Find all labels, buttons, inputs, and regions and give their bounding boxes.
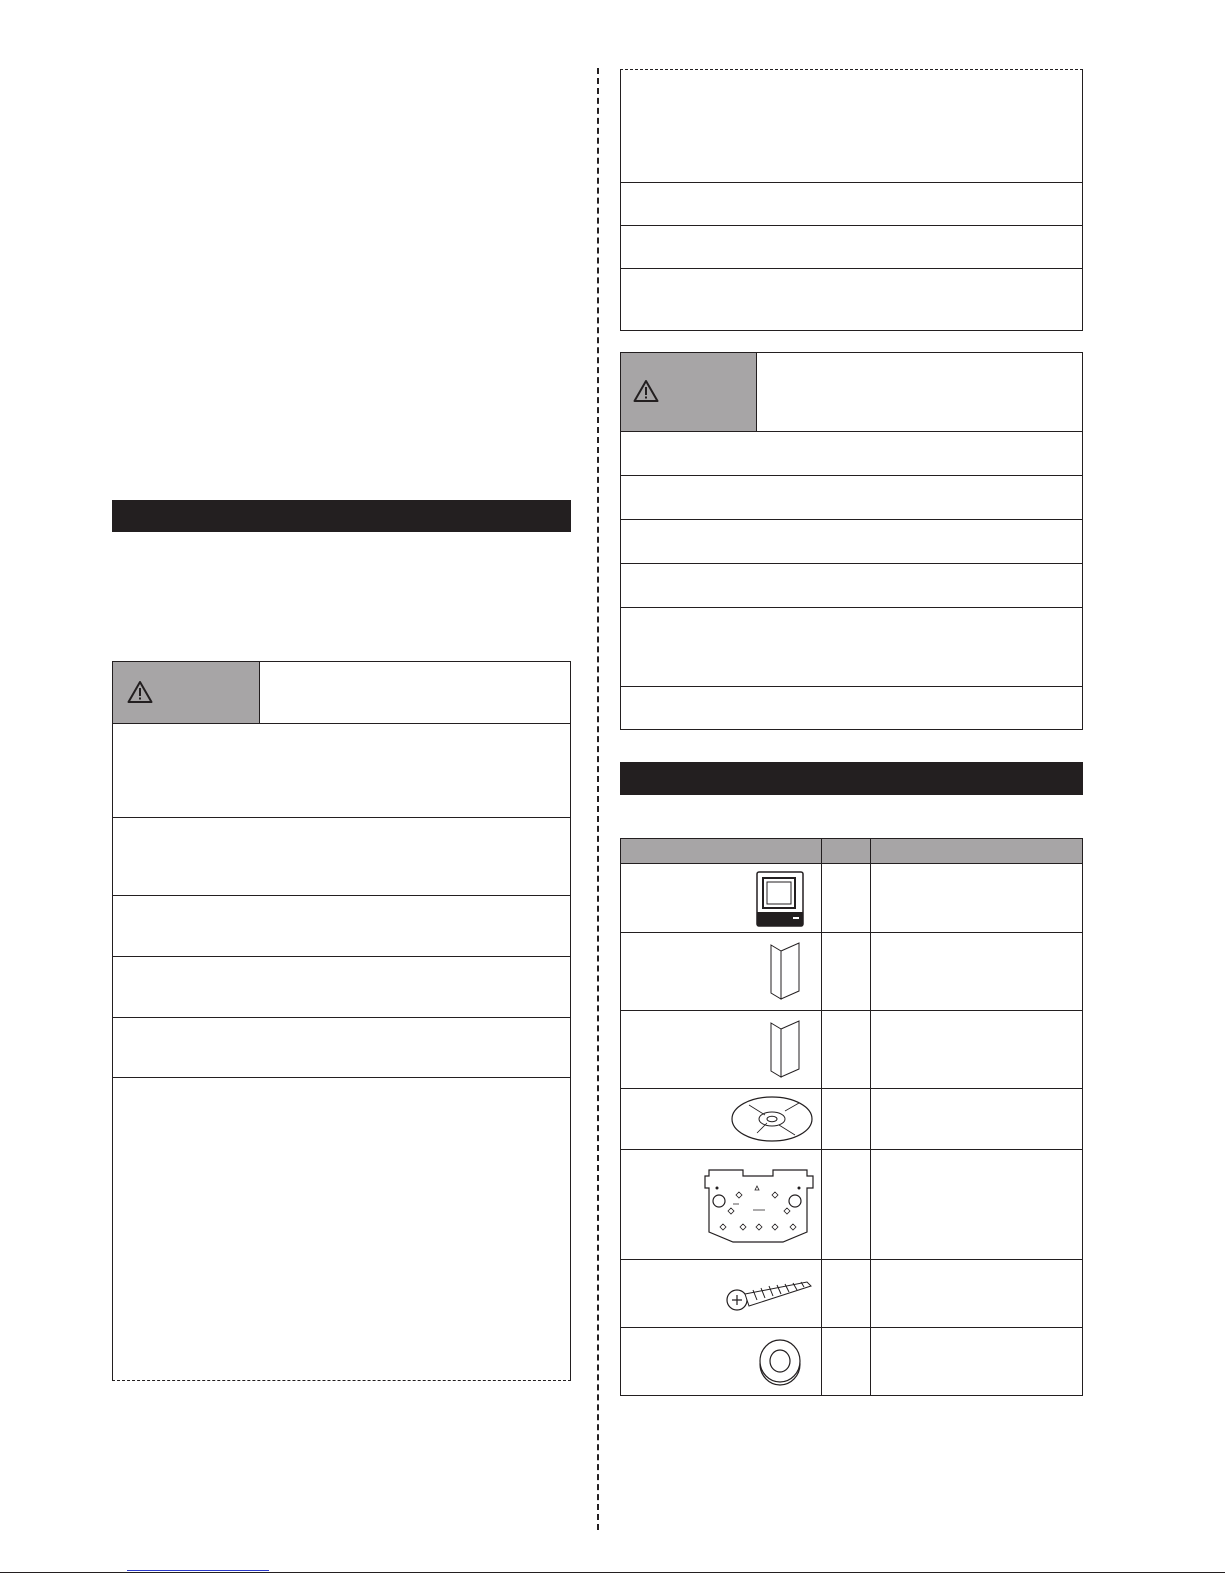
left-warning-row [113, 1077, 570, 1078]
parts-header-note [871, 839, 1083, 864]
table-row [621, 1150, 1083, 1260]
right-warning-row [621, 431, 1082, 432]
right-warning-row [621, 686, 1082, 687]
parts-cell-qty [822, 933, 871, 1011]
parts-table-header-row [621, 839, 1083, 864]
right-warning-box [620, 352, 1083, 730]
manual-booklet-icon [767, 1017, 803, 1081]
parts-cell-note [871, 1328, 1083, 1396]
parts-header-qty [822, 839, 871, 864]
parts-cell-name [621, 1328, 822, 1396]
parts-cell-note [871, 1260, 1083, 1328]
left-section-bar [112, 500, 571, 532]
left-warning-row [113, 895, 570, 896]
parts-cell-note [871, 864, 1083, 933]
right-top-row [621, 268, 1082, 269]
column-cut-line [597, 68, 599, 1530]
parts-cell-qty [822, 1328, 871, 1396]
footer-link-underline[interactable] [127, 1570, 269, 1571]
warning-triangle-icon [633, 379, 659, 403]
right-warning-header [621, 353, 757, 432]
remote-controller-icon [755, 870, 805, 928]
parts-cell-note [871, 1089, 1083, 1150]
left-warning-header-divider [259, 662, 260, 724]
parts-cell-qty [822, 864, 871, 933]
right-warning-row [621, 607, 1082, 608]
parts-cell-qty [822, 1089, 871, 1150]
cd-rom-icon [729, 1093, 815, 1145]
left-warning-row [113, 723, 570, 724]
right-top-row [621, 182, 1082, 183]
parts-cell-name [621, 864, 822, 933]
parts-table [620, 838, 1083, 1396]
right-top-box [620, 69, 1083, 331]
parts-cell-qty [822, 1150, 871, 1260]
parts-cell-name [621, 933, 822, 1011]
right-top-row [621, 225, 1082, 226]
parts-cell-name [621, 1011, 822, 1089]
left-warning-header [113, 662, 260, 724]
right-warning-row [621, 475, 1082, 476]
right-warning-row [621, 519, 1082, 520]
mounting-plate-icon [703, 1166, 815, 1246]
table-row [621, 864, 1083, 933]
left-warning-row [113, 817, 570, 818]
manual-booklet-icon [767, 939, 803, 1003]
table-row [621, 1328, 1083, 1396]
screw-icon [723, 1274, 815, 1314]
parts-cell-qty [822, 1011, 871, 1089]
parts-cell-note [871, 1011, 1083, 1089]
table-row [621, 1089, 1083, 1150]
footer-rule [0, 1572, 1225, 1573]
left-warning-box [112, 661, 571, 1381]
parts-cell-note [871, 933, 1083, 1011]
left-warning-row [113, 1017, 570, 1018]
parts-header-name [621, 839, 822, 864]
right-section-bar [620, 762, 1083, 795]
parts-cell-qty [822, 1260, 871, 1328]
parts-cell-name [621, 1150, 822, 1260]
parts-cell-note [871, 1150, 1083, 1260]
washer-icon [757, 1336, 803, 1388]
parts-cell-name [621, 1260, 822, 1328]
right-warning-row [621, 563, 1082, 564]
table-row [621, 1260, 1083, 1328]
right-warning-header-divider [756, 353, 757, 432]
left-warning-row [113, 956, 570, 957]
table-row [621, 1011, 1083, 1089]
warning-triangle-icon [127, 680, 153, 704]
table-row [621, 933, 1083, 1011]
parts-cell-name [621, 1089, 822, 1150]
